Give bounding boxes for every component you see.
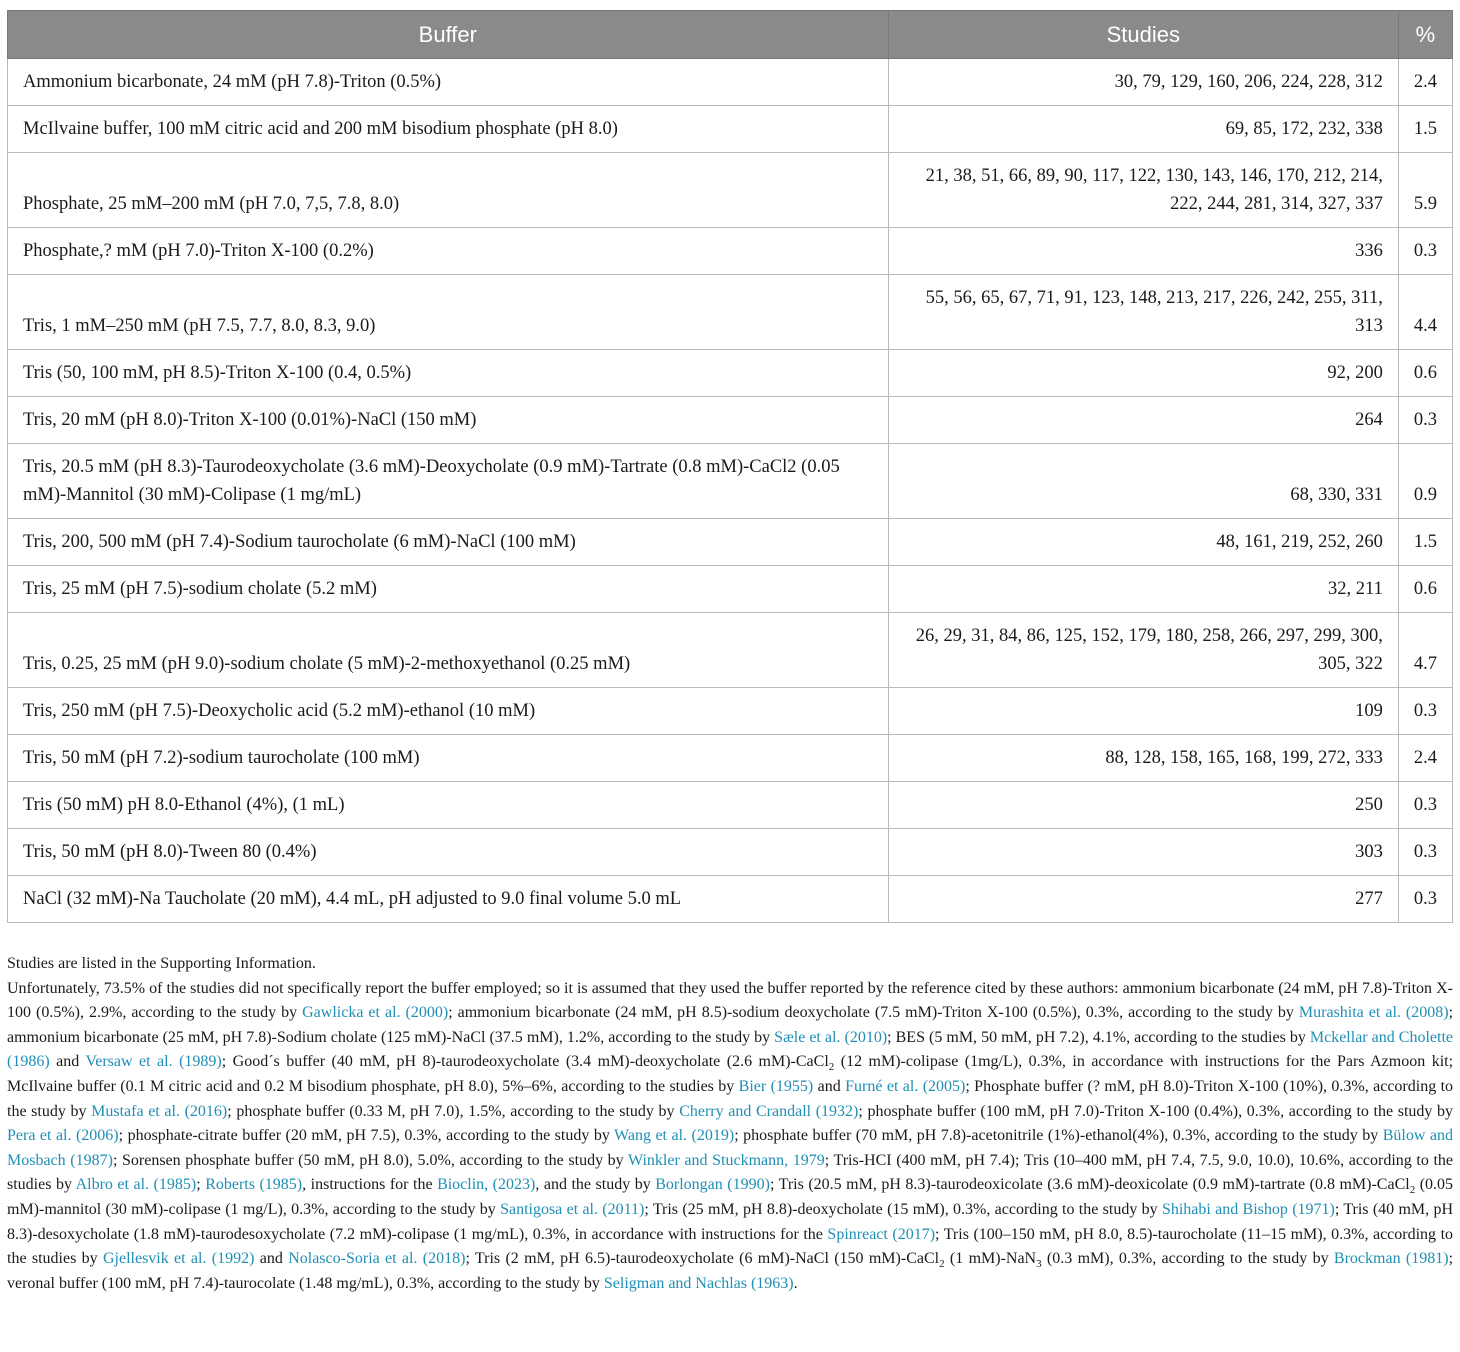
table-row <box>8 829 1453 876</box>
percent-cell: 0.3 <box>1398 782 1452 829</box>
studies-cell: 250 <box>888 782 1398 829</box>
header-buffer: Buffer <box>8 11 889 59</box>
footnote-text: ; Good´s buffer (40 mM, pH 8)-taurodeoxycholate (3.4 mM)-deoxycholate (2.6 mM)-CaCl <box>221 1053 829 1071</box>
reference-link[interactable]: Gawlicka et al. (2000) <box>302 1004 449 1022</box>
table-row <box>8 59 1453 106</box>
percent-cell: 0.9 <box>1398 444 1452 519</box>
percent-cell: 0.3 <box>1398 397 1452 444</box>
footnote-text: and <box>813 1077 846 1095</box>
percent-cell: 0.6 <box>1398 350 1452 397</box>
studies-cell: 336 <box>888 228 1398 275</box>
studies-cell: 30, 79, 129, 160, 206, 224, 228, 312 <box>888 59 1398 106</box>
reference-link[interactable]: Furné et al. (2005) <box>845 1077 966 1095</box>
buffer-cell: Phosphate,? mM (pH 7.0)-Triton X-100 (0.2%) <box>8 228 889 275</box>
footnote-text: ; phosphate buffer (70 mM, pH 7.8)-acetonitrile (1%)-ethanol(4%), 0.3%, according to the study by <box>734 1127 1383 1145</box>
reference-link[interactable]: Bioclin, (2023) <box>437 1176 536 1194</box>
footnote-text: , instructions for the <box>302 1176 438 1194</box>
percent-cell: 0.3 <box>1398 876 1452 923</box>
buffer-cell: Tris, 20 mM (pH 8.0)-Triton X-100 (0.01%)-NaCl (150 mM) <box>8 397 889 444</box>
buffer-cell: Tris, 200, 500 mM (pH 7.4)-Sodium taurocholate (6 mM)-NaCl (100 mM) <box>8 519 889 566</box>
buffer-cell: NaCl (32 mM)-Na Taucholate (20 mM), 4.4 mL, pH adjusted to 9.0 final volume 5.0 mL <box>8 876 889 923</box>
reference-link[interactable]: Brockman (1981) <box>1333 1250 1449 1268</box>
reference-link[interactable]: Albro et al. (1985) <box>75 1176 197 1194</box>
footnote-text: (0.3 mM), 0.3%, according to the study by <box>1041 1250 1334 1268</box>
buffer-cell: Tris, 25 mM (pH 7.5)-sodium cholate (5.2 mM) <box>8 566 889 613</box>
footnote-supporting-info: Studies are listed in the Supporting Information. <box>7 955 316 972</box>
table-row <box>8 397 1453 444</box>
footnote-text: ; BES (5 mM, 50 mM, pH 7.2), 4.1%, according to the studies by <box>887 1028 1310 1046</box>
studies-cell: 32, 211 <box>888 566 1398 613</box>
header-studies: Studies <box>888 11 1398 59</box>
reference-link[interactable]: Bülow and Mosbach (1987) <box>7 1127 1454 1169</box>
reference-link[interactable]: Santigosa et al. (2011) <box>500 1200 645 1218</box>
studies-cell: 303 <box>888 829 1398 876</box>
footnote-text: ; Tris (2 mM, pH 6.5)-taurodeoxycholate (6 mM)-NaCl (150 mM)-CaCl <box>465 1250 940 1268</box>
footnote-text: (0.05 mM)-mannitol (30 mM)-colipase (1 mg/L), 0.3%, according to the study by <box>7 1176 1454 1218</box>
buffer-cell: Tris, 1 mM–250 mM (pH 7.5, 7.7, 8.0, 8.3, 9.0) <box>8 275 889 350</box>
percent-cell: 0.3 <box>1398 688 1452 735</box>
buffer-cell: Tris, 50 mM (pH 8.0)-Tween 80 (0.4%) <box>8 829 889 876</box>
footnote-text: ; Phosphate buffer (? mM, pH 8.0)-Triton X-100 (10%), 0.3%, according to the study by <box>7 1077 1454 1120</box>
reference-link[interactable]: Bier (1955) <box>738 1077 814 1095</box>
reference-link[interactable]: Borlongan (1990) <box>655 1176 770 1194</box>
percent-cell: 0.6 <box>1398 566 1452 613</box>
reference-link[interactable]: Cherry and Crandall (1932) <box>679 1102 859 1120</box>
buffer-cell: McIlvaine buffer, 100 mM citric acid and 200 mM bisodium phosphate (pH 8.0) <box>8 106 889 153</box>
subscript: 3 <box>1036 1258 1042 1271</box>
buffer-cell: Tris, 0.25, 25 mM (pH 9.0)-sodium cholate (5 mM)-2-methoxyethanol (0.25 mM) <box>8 613 889 688</box>
footnote-text: ; <box>196 1176 206 1194</box>
reference-link[interactable]: Winkler and Stuckmann, 1979 <box>628 1151 825 1169</box>
table-row <box>8 782 1453 829</box>
footnote-text: Unfortunately, 73.5% of the studies did not specifically report the buffer employed; so it is assumed that they used the buffer reported by the reference cited by these authors: ammonium bicarbonate (24 mM, pH 7.8)-Triton X-100 (0.5%), 2.9%, according to the study by <box>7 979 1453 1022</box>
percent-cell: 0.3 <box>1398 228 1452 275</box>
table-row <box>8 106 1453 153</box>
reference-link[interactable]: Sæle et al. (2010) <box>774 1028 888 1046</box>
buffer-cell: Ammonium bicarbonate, 24 mM (pH 7.8)-Triton (0.5%) <box>8 59 889 106</box>
footnote-text: ; phosphate buffer (0.33 M, pH 7.0), 1.5%, according to the study by <box>227 1102 680 1120</box>
footnote-text: ; Tris (100–150 mM, pH 8.0, 8.5)-taurocholate (11–15 mM), 0.3%, according to the studies by <box>7 1225 1454 1268</box>
footnote-text: ; phosphate-citrate buffer (20 mM, pH 7.5), 0.3%, according to the study by <box>118 1127 615 1145</box>
footnote-text: ; Tris-HCI (400 mM, pH 7.4); Tris (10–400 mM, pH 7.4, 7.5, 9.0, 10.0), 10.6%, according to the studies by <box>7 1151 1454 1194</box>
reference-link[interactable]: Roberts (1985) <box>205 1176 303 1194</box>
reference-link[interactable]: Versaw et al. (1989) <box>85 1053 222 1071</box>
studies-cell: 88, 128, 158, 165, 168, 199, 272, 333 <box>888 735 1398 782</box>
percent-cell: 4.4 <box>1398 275 1452 350</box>
subscript: 2 <box>828 1061 835 1074</box>
percent-cell: 4.7 <box>1398 613 1452 688</box>
buffer-cell: Tris, 250 mM (pH 7.5)-Deoxycholic acid (5.2 mM)-ethanol (10 mM) <box>8 688 889 735</box>
footnote-text: (1 mM)-NaN <box>944 1250 1037 1268</box>
footnote-text: , and the study by <box>535 1176 656 1194</box>
buffer-cell: Tris (50, 100 mM, pH 8.5)-Triton X-100 (0.4, 0.5%) <box>8 350 889 397</box>
studies-cell: 26, 29, 31, 84, 86, 125, 152, 179, 180, 258, 266, 297, 299, 300, 305, 322 <box>888 613 1398 688</box>
footnote-text: ; veronal buffer (100 mM, pH 7.4)-taurocolate (1.48 mg/mL), 0.3%, according to the study by <box>7 1250 1454 1292</box>
footnote-text: ; ammonium bicarbonate (24 mM, pH 8.5)-sodium deoxycholate (7.5 mM)-Triton X-100 (0.5%), 0.3%, according to the study by <box>448 1004 1299 1022</box>
studies-cell: 69, 85, 172, 232, 338 <box>888 106 1398 153</box>
table-row <box>8 566 1453 613</box>
buffer-table <box>7 10 1453 923</box>
percent-cell: 1.5 <box>1398 106 1452 153</box>
buffer-cell: Tris (50 mM) pH 8.0-Ethanol (4%), (1 mL) <box>8 782 889 829</box>
reference-link[interactable]: Murashita et al. (2008) <box>1298 1004 1449 1022</box>
table-row <box>8 444 1453 519</box>
footnote-text: ; Tris (40 mM, pH 8.3)-desoxycholate (1.8 mM)-taurodesoxycholate (7.2 mM)-colipase (1 mg/mL), 0.3%, in accordance with instructions for the <box>7 1200 1454 1243</box>
percent-cell: 1.5 <box>1398 519 1452 566</box>
reference-link[interactable]: Spinreact (2017) <box>827 1225 936 1243</box>
percent-cell: 2.4 <box>1398 735 1452 782</box>
percent-cell: 5.9 <box>1398 153 1452 228</box>
table-row <box>8 688 1453 735</box>
table-row <box>8 153 1453 228</box>
footnote-text: and <box>254 1250 289 1268</box>
table-row <box>8 275 1453 350</box>
table-row <box>8 519 1453 566</box>
table-row <box>8 876 1453 923</box>
studies-cell: 68, 330, 331 <box>888 444 1398 519</box>
reference-link[interactable]: Gjellesvik et al. (1992) <box>102 1250 255 1268</box>
reference-link[interactable]: Wang et al. (2019) <box>614 1127 735 1145</box>
buffer-cell: Tris, 50 mM (pH 7.2)-sodium taurocholate (100 mM) <box>8 735 889 782</box>
footnote-text: ; Tris (25 mM, pH 8.8)-deoxycholate (15 mM), 0.3%, according to the study by <box>644 1200 1162 1218</box>
reference-link[interactable]: Shihabi and Bishop (1971) <box>1161 1200 1335 1218</box>
footnote-text: . <box>793 1274 798 1292</box>
buffer-cell: Tris, 20.5 mM (pH 8.3)-Taurodeoxycholate (3.6 mM)-Deoxycholate (0.9 mM)-Tartrate (0.8 mM)-CaCl2 (0.05 mM)-Mannitol (30 mM)-Colipase (1 mg/mL) <box>8 444 889 519</box>
table-header-row <box>8 11 1453 59</box>
percent-cell: 0.3 <box>1398 829 1452 876</box>
studies-cell: 264 <box>888 397 1398 444</box>
reference-link[interactable]: Mckellar and Cholette (1986) <box>7 1028 1454 1071</box>
header-percent: % <box>1398 11 1452 59</box>
table-row <box>8 735 1453 782</box>
table-row <box>8 228 1453 275</box>
footnote-text: ; Tris (20.5 mM, pH 8.3)-taurodeoxicolate (3.6 mM)-deoxicolate (0.9 mM)-tartrate (0.8 mM)-CaCl <box>769 1176 1410 1194</box>
reference-link[interactable]: Nolasco-Soria et al. (2018) <box>288 1250 466 1268</box>
studies-cell: 21, 38, 51, 66, 89, 90, 117, 122, 130, 143, 146, 170, 212, 214, 222, 244, 281, 314, 327, 337 <box>888 153 1398 228</box>
studies-cell: 109 <box>888 688 1398 735</box>
table-footnotes <box>7 952 1453 1296</box>
subscript: 2 <box>939 1258 945 1271</box>
footnote-text: ; Sorensen phosphate buffer (50 mM, pH 8.0), 5.0%, according to the study by <box>112 1151 629 1169</box>
buffer-cell: Phosphate, 25 mM–200 mM (pH 7.0, 7,5, 7.8, 8.0) <box>8 153 889 228</box>
footnote-text: ; ammonium bicarbonate (25 mM, pH 7.8)-Sodium cholate (125 mM)-NaCl (37.5 mM), 1.2%, according to the study by <box>7 1004 1454 1046</box>
reference-link[interactable]: Mustafa et al. (2016) <box>91 1102 228 1120</box>
reference-link[interactable]: Seligman and Nachlas (1963) <box>603 1274 794 1292</box>
table-row <box>8 350 1453 397</box>
subscript: 2 <box>1409 1184 1416 1197</box>
footnote-text: and <box>49 1053 86 1071</box>
table-row <box>8 613 1453 688</box>
studies-cell: 277 <box>888 876 1398 923</box>
percent-cell: 2.4 <box>1398 59 1452 106</box>
studies-cell: 55, 56, 65, 67, 71, 91, 123, 148, 213, 217, 226, 242, 255, 311, 313 <box>888 275 1398 350</box>
footnote-text: ; phosphate buffer (100 mM, pH 7.0)-Triton X-100 (0.4%), 0.3%, according to the study by <box>858 1102 1454 1120</box>
footnote-assumed-buffers <box>7 977 1453 1297</box>
footnote-text: (12 mM)-colipase (1mg/L), 0.3%, in accordance with instructions for the Pars Azmoon kit; McIlvaine buffer (0.1 M citric acid and 0.2 M bisodium phosphate, pH 8.0), 5%–6%, according to the studies by <box>7 1053 1454 1095</box>
studies-cell: 92, 200 <box>888 350 1398 397</box>
reference-link[interactable]: Pera et al. (2006) <box>7 1127 119 1145</box>
studies-cell: 48, 161, 219, 252, 260 <box>888 519 1398 566</box>
